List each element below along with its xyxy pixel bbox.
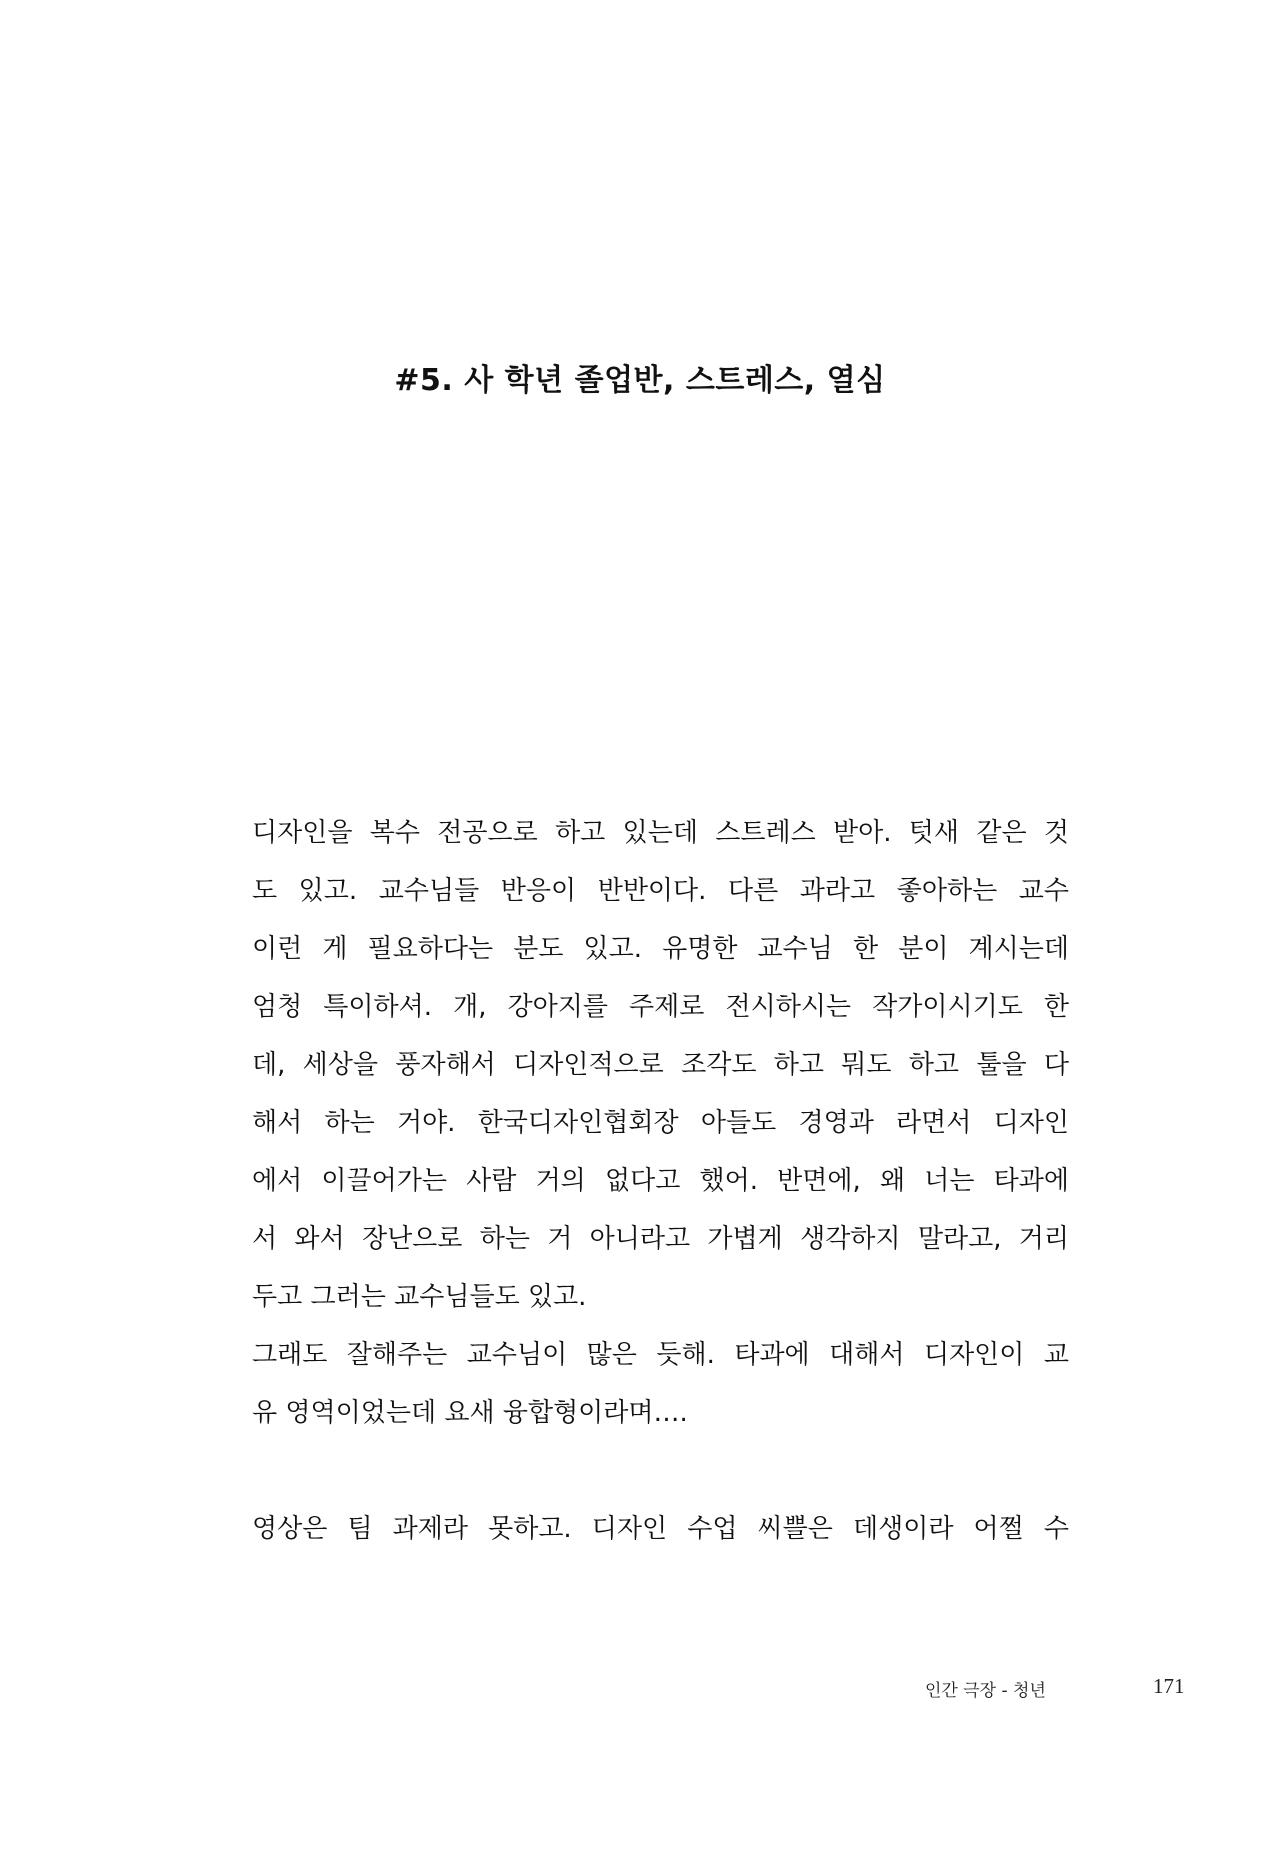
text-line: 서 와서 장난으로 하는 거 아니라고 가볍게 생각하지 말라고, 거리 — [252, 1224, 1069, 1254]
text-line: 그래도 잘해주는 교수님이 많은 듯해. 타과에 대해서 디자인이 교 — [252, 1340, 1069, 1370]
chapter-title: #5. 사 학년 졸업반, 스트레스, 열심 — [394, 363, 886, 398]
paragraph — [252, 1508, 1069, 1566]
paragraph — [252, 812, 1069, 1334]
page-number: 171 — [1153, 1674, 1185, 1698]
text-line: 도 있고. 교수님들 반응이 반반이다. 다른 과라고 좋아하는 교수 — [252, 876, 1069, 906]
text-line: 디자인을 복수 전공으로 하고 있는데 스트레스 받아. 텃새 같은 것 — [252, 818, 1069, 848]
text-line: 유 영역이었는데 요새 융합형이라며…. — [252, 1398, 688, 1428]
text-line: 영상은 팀 과제라 못하고. 디자인 수업 씨쁠은 데생이라 어쩔 수 — [252, 1514, 1069, 1544]
body-text — [252, 812, 1069, 1566]
text-line: 엄청 특이하셔. 개, 강아지를 주제로 전시하시는 작가이시기도 한 — [252, 992, 1069, 1022]
running-footer-title: 인간 극장 - 청년 — [925, 1681, 1046, 1701]
text-line: 두고 그러는 교수님들도 있고. — [252, 1282, 587, 1312]
text-line: 에서 이끌어가는 사람 거의 없다고 했어. 반면에, 왜 너는 타과에 — [252, 1166, 1069, 1196]
text-line: 이런 게 필요하다는 분도 있고. 유명한 교수님 한 분이 계시는데 — [252, 934, 1069, 964]
paragraph-gap — [252, 1450, 1069, 1508]
paragraph — [252, 1334, 1069, 1450]
text-line: 데, 세상을 풍자해서 디자인적으로 조각도 하고 뭐도 하고 툴을 다 — [252, 1050, 1069, 1080]
text-line: 해서 하는 거야. 한국디자인협회장 아들도 경영과 라면서 디자인 — [252, 1108, 1069, 1138]
